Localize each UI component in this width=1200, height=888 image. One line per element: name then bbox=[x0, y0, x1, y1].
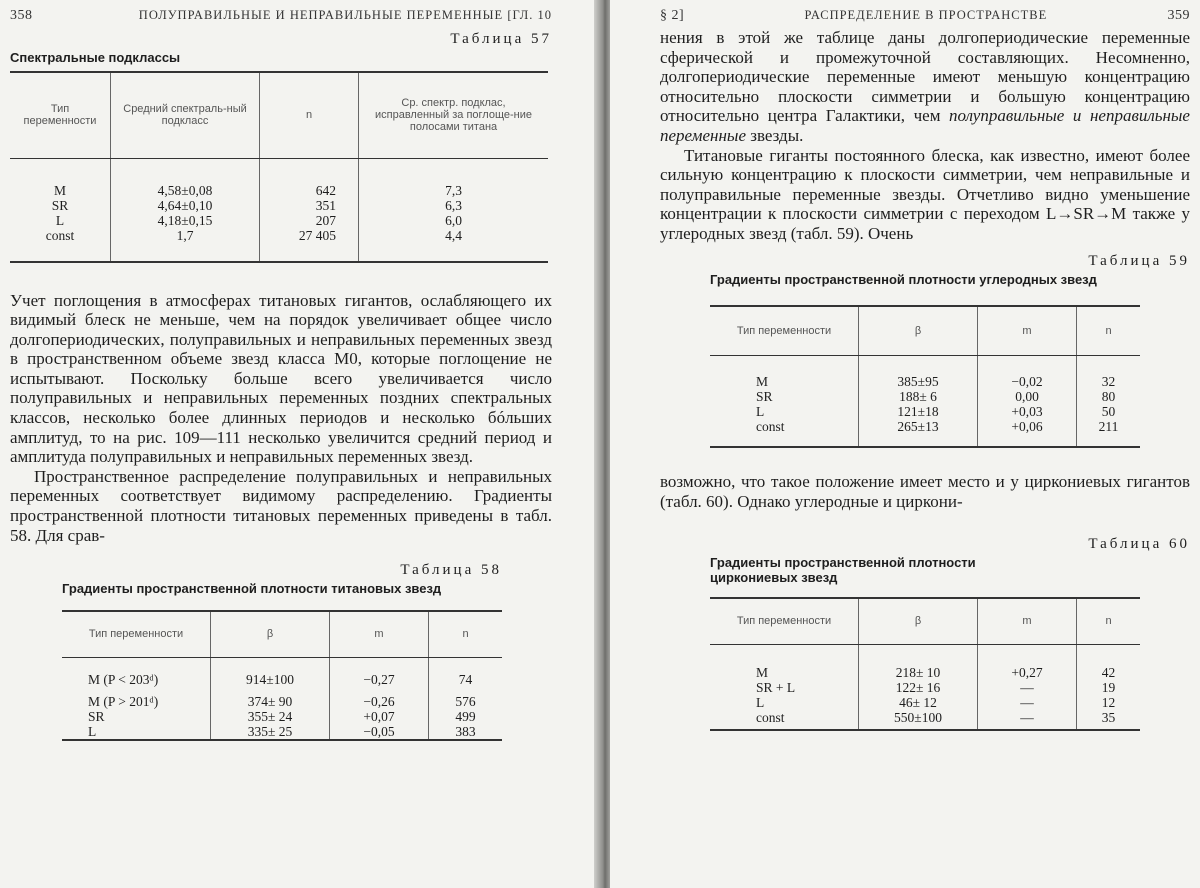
table-58-header-m: m bbox=[330, 611, 429, 657]
table-59-caption: Градиенты пространственной плотности углеродных звезд bbox=[710, 271, 1097, 287]
table-58-col-m: −0,27 −0,26 +0,07 −0,05 bbox=[330, 657, 429, 740]
table-59-header-m: m bbox=[978, 306, 1077, 356]
table-57 bbox=[10, 71, 548, 263]
section-marker: § 2] bbox=[660, 8, 685, 23]
table-57-header-corrected: Ср. спектр. подклас, исправленный за поглоще-ние полосами титана bbox=[359, 72, 549, 158]
left-page bbox=[0, 0, 598, 888]
table-58-col-type: M (P < 203ᵈ) M (P > 201ᵈ) SR L bbox=[62, 657, 211, 740]
table-60-col-m: +0,27 — — — bbox=[978, 644, 1077, 730]
table-57-label: Таблица 57 bbox=[450, 31, 552, 47]
italic-emphasis: полуправильные и неправильные переменные bbox=[660, 106, 1190, 145]
right-running-head bbox=[660, 2, 1190, 28]
table-57-caption: Спектральные подклассы bbox=[10, 50, 181, 65]
right-page bbox=[610, 0, 1200, 888]
right-paragraph-3: возможно, что такое положение имеет место и у циркониевых гигантов (табл. 60). Однако углеродные и циркони- bbox=[660, 472, 1190, 511]
table-58-label: Таблица 58 bbox=[400, 562, 502, 579]
table-60-col-n: 42 19 12 35 bbox=[1101, 664, 1116, 725]
page-number: 358 bbox=[10, 8, 33, 23]
table-60 bbox=[710, 597, 1140, 731]
table-60-label: Таблица 60 bbox=[1088, 536, 1190, 553]
left-running-head bbox=[10, 2, 552, 28]
table-58-header-n: n bbox=[429, 611, 503, 657]
table-57-header-n: n bbox=[260, 72, 359, 158]
table-58-header-type: Тип переменности bbox=[62, 611, 211, 657]
right-paragraph-1: нения в этой же таблице даны долгопериодические переменные сферической и промежуточной составляющих. Несомненно, долгопериодические переменные имеют меньшую концентрацию относительно плоскости симметрии и большую концентрацию относительно центра Галактики, чем полуправильные и неправильные переменные звезды. bbox=[660, 28, 1190, 145]
table-59-col-m: −0,02 0,00 +0,03 +0,06 bbox=[978, 356, 1077, 448]
table-57-col-corrected: 7,3 6,3 6,0 4,4 bbox=[445, 182, 462, 243]
table-58-caption: Градиенты пространственной плотности титановых звезд bbox=[62, 581, 442, 597]
table-57-header-mean: Средний спектраль-ный подкласс bbox=[111, 72, 260, 158]
left-paragraph-1: Учет поглощения в атмосферах титановых гигантов, ослабляющего их видимый блеск не меньше, чем на порядок увеличивает общее число долгопериодических, полуправильных и неправильных переменных звезд в пространственном объеме звезд класса M0, которые поглощение не испытывают. Поскольку больше всего увеличивается число полуправильных и неправильных переменных поздних спектральных классов, несколько более длинных периодов и несколько бóльших амплитуд, то на рис. 109—111 несколько увеличится средний период и амплитуда полуправильных и неправильных переменных звезд. bbox=[10, 290, 552, 467]
table-57-col-type: M SR L const bbox=[10, 158, 111, 262]
table-57-col-n: 642 351 207 27 405 bbox=[260, 158, 359, 262]
table-59-label: Таблица 59 bbox=[1088, 252, 1190, 269]
table-60-col-beta: 218± 10 122± 16 46± 12 550±100 bbox=[859, 644, 978, 730]
table-58 bbox=[62, 610, 502, 741]
left-paragraph-2: Пространственное распределение полуправильных и неправильных переменных соответствует видимому распределению. Градиенты пространственной плотности титановых переменных приведены в табл. 58. Для срав- bbox=[10, 466, 552, 545]
right-paragraph-2: Титановые гиганты постоянного блеска, как известно, имеют более сильную концентрацию к плоскости симметрии, чем неправильные и полуправильные переменные звезды. Отчетливо видно уменьшение концентрации к плоскости симметрии с переходом L→SR→M также у углеродных звезд (табл. 59). Очень bbox=[660, 145, 1190, 243]
table-57-col-mean: 4,58±0,08 4,64±0,10 4,18±0,15 1,7 bbox=[111, 158, 260, 262]
table-60-header-type: Тип переменности bbox=[710, 598, 859, 644]
table-60-caption: Градиенты пространственной плотности циркониевых звезд bbox=[710, 555, 976, 586]
table-59-header-type: Тип переменности bbox=[710, 306, 859, 356]
table-59-col-n: 32 80 50 211 bbox=[1098, 374, 1119, 435]
table-58-col-beta: 914±100 374± 90 355± 24 335± 25 bbox=[211, 657, 330, 740]
table-59-header-n: n bbox=[1077, 306, 1141, 356]
table-58-header-beta: β bbox=[211, 611, 330, 657]
table-59-header-beta: β bbox=[859, 306, 978, 356]
table-59 bbox=[710, 305, 1140, 449]
table-60-header-n: n bbox=[1077, 598, 1141, 644]
table-59-col-beta: 385±95 188± 6 121±18 265±13 bbox=[859, 356, 978, 448]
table-58-col-n: 74 576 499 383 bbox=[455, 671, 476, 739]
table-59-col-type: M SR L const bbox=[710, 356, 859, 448]
table-57-header-type: Тип переменности bbox=[10, 72, 111, 158]
table-60-col-type: M SR + L L const bbox=[710, 644, 859, 730]
table-60-header-beta: β bbox=[859, 598, 978, 644]
running-title: ПОЛУПРАВИЛЬНЫЕ И НЕПРАВИЛЬНЫЕ ПЕРЕМЕННЫЕ [ГЛ. 10 bbox=[138, 8, 552, 22]
page-number-right: 359 bbox=[1167, 8, 1190, 23]
table-60-header-m: m bbox=[978, 598, 1077, 644]
running-title-right: РАСПРЕДЕЛЕНИЕ В ПРОСТРАНСТВЕ bbox=[804, 8, 1048, 22]
